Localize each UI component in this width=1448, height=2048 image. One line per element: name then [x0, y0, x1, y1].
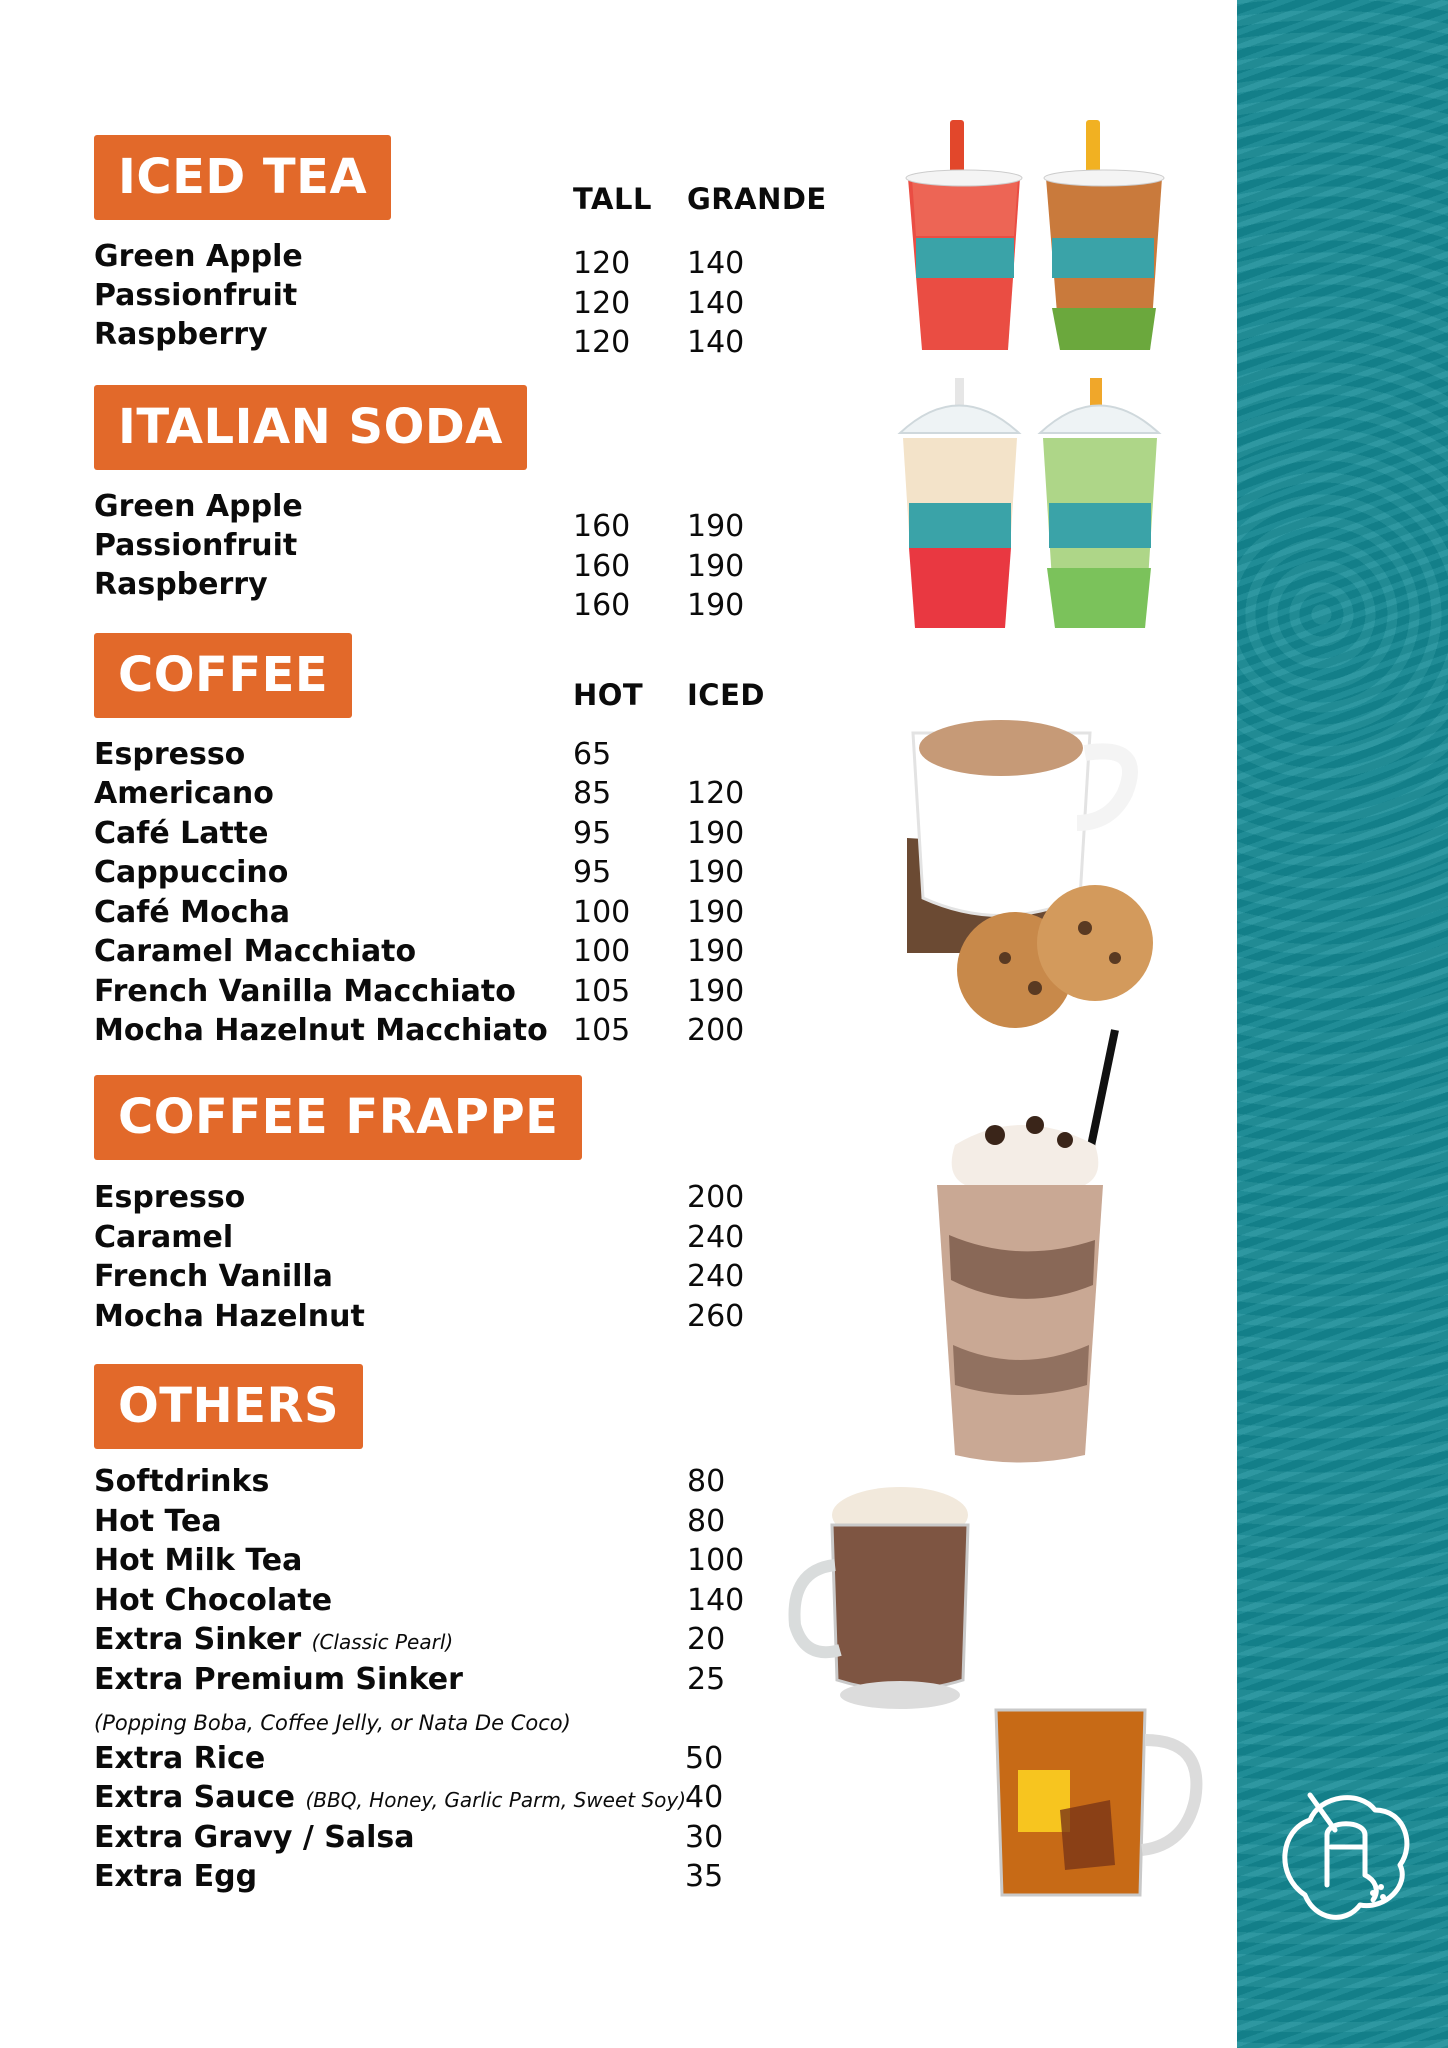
item-name: Espresso — [94, 737, 246, 772]
item-name: Caramel Macchiato — [94, 934, 417, 969]
italian-soda-cups-image — [895, 378, 1175, 633]
item-name: Extra Gravy / Salsa — [94, 1820, 415, 1855]
price-tall: 160 — [573, 509, 631, 544]
price-grande: 190 — [687, 509, 745, 544]
price: 25 — [687, 1662, 726, 1697]
item-name: Raspberry — [94, 567, 268, 602]
item-name: Passionfruit — [94, 278, 298, 313]
item-name: Extra Sinker — [94, 1622, 302, 1657]
item-name: Softdrinks — [94, 1464, 270, 1499]
price-iced: 190 — [687, 855, 745, 890]
column-header-grande: GRANDE — [687, 182, 827, 216]
item-name: Hot Milk Tea — [94, 1543, 303, 1578]
item-name: Espresso — [94, 1180, 246, 1215]
menu-row — [94, 774, 794, 814]
price-grande: 140 — [687, 325, 745, 360]
item-name: Passionfruit — [94, 528, 298, 563]
price-hot: 95 — [573, 855, 612, 890]
price-iced: 200 — [687, 1013, 745, 1048]
price: 30 — [685, 1820, 724, 1855]
menu-row — [94, 1297, 794, 1337]
price-iced: 190 — [687, 895, 745, 930]
item-name: Café Latte — [94, 816, 269, 851]
price-tall: 120 — [573, 286, 631, 321]
price-hot: 105 — [573, 1013, 631, 1048]
price: 20 — [687, 1622, 726, 1657]
menu-row — [94, 1818, 794, 1858]
price-hot: 85 — [573, 776, 612, 811]
price-grande: 190 — [687, 588, 745, 623]
item-name: Extra Egg — [94, 1859, 258, 1894]
item-name-with-note — [94, 1778, 686, 1820]
item-name: Cappuccino — [94, 855, 289, 890]
item-name: Hot Chocolate — [94, 1583, 333, 1618]
item-name: Extra Premium Sinker — [94, 1662, 463, 1697]
price: 260 — [687, 1299, 745, 1334]
menu-row — [94, 1660, 794, 1700]
section-title-others: OTHERS — [94, 1364, 363, 1449]
price: 80 — [687, 1464, 726, 1499]
price-tall: 160 — [573, 588, 631, 623]
price: 50 — [685, 1741, 724, 1776]
item-name: Caramel — [94, 1220, 234, 1255]
price: 140 — [687, 1583, 745, 1618]
price-row — [94, 507, 794, 547]
price: 35 — [685, 1859, 724, 1894]
menu-row — [94, 1462, 794, 1502]
item-name: Raspberry — [94, 317, 268, 352]
menu-row — [94, 1581, 794, 1621]
section-title-coffee: COFFEE — [94, 633, 352, 718]
price-hot: 105 — [573, 974, 631, 1009]
coffee-frappe-image — [925, 1025, 1130, 1465]
menu-row — [94, 735, 794, 775]
iced-tea-cups-image — [900, 118, 1175, 358]
item-name: Extra Rice — [94, 1741, 266, 1776]
price-grande: 140 — [687, 286, 745, 321]
price-tall: 120 — [573, 246, 631, 281]
menu-row — [94, 1178, 794, 1218]
item-name: Café Mocha — [94, 895, 290, 930]
section-title-coffee-frappe: COFFEE FRAPPE — [94, 1075, 582, 1160]
item-name-with-note — [94, 1620, 453, 1662]
side-panel — [1237, 0, 1448, 2048]
premium-sinker-note: (Popping Boba, Coffee Jelly, or Nata De Coco) — [94, 1711, 571, 1735]
column-header-iced: ICED — [687, 678, 765, 712]
coffee-cup-image — [905, 708, 1170, 1033]
menu-row — [94, 972, 794, 1012]
price-iced: 190 — [687, 974, 745, 1009]
menu-row — [94, 1739, 794, 1779]
price-iced: 190 — [687, 934, 745, 969]
item-name: Americano — [94, 776, 274, 811]
item-name: Hot Tea — [94, 1504, 222, 1539]
price-row — [94, 586, 794, 626]
price: 240 — [687, 1259, 745, 1294]
price-row — [94, 323, 794, 363]
column-header-tall: TALL — [573, 182, 652, 216]
price-hot: 65 — [573, 737, 612, 772]
item-name: Mocha Hazelnut — [94, 1299, 365, 1334]
item-name: Green Apple — [94, 489, 303, 524]
menu-row — [94, 814, 794, 854]
menu-row — [94, 893, 794, 933]
price-tall: 120 — [573, 325, 631, 360]
item-name: French Vanilla Macchiato — [94, 974, 516, 1009]
brand-logo-icon — [1265, 1775, 1425, 1935]
price: 200 — [687, 1180, 745, 1215]
item-name: Extra Sauce — [94, 1780, 296, 1815]
price-hot: 100 — [573, 895, 631, 930]
price-row — [94, 547, 794, 587]
price-row — [94, 284, 794, 324]
price: 100 — [687, 1543, 745, 1578]
hot-chocolate-image — [785, 1475, 1000, 1715]
price: 40 — [685, 1780, 724, 1815]
price-tall: 160 — [573, 549, 631, 584]
menu-row — [94, 1257, 794, 1297]
menu-row — [94, 1502, 794, 1542]
column-header-hot: HOT — [573, 678, 644, 712]
item-note: (BBQ, Honey, Garlic Parm, Sweet Soy) — [305, 1788, 687, 1812]
section-title-iced-tea: ICED TEA — [94, 135, 391, 220]
menu-row — [94, 1011, 794, 1051]
menu-row — [94, 1778, 794, 1818]
price-hot: 95 — [573, 816, 612, 851]
menu-row — [94, 853, 794, 893]
hot-tea-image — [990, 1700, 1210, 1905]
price: 240 — [687, 1220, 745, 1255]
item-name: Green Apple — [94, 239, 303, 274]
price: 80 — [687, 1504, 726, 1539]
section-title-italian-soda: ITALIAN SODA — [94, 385, 527, 470]
price-iced: 190 — [687, 816, 745, 851]
price-grande: 140 — [687, 246, 745, 281]
menu-row — [94, 1620, 794, 1660]
menu-row — [94, 932, 794, 972]
item-note: (Classic Pearl) — [311, 1630, 454, 1654]
price-iced: 120 — [687, 776, 745, 811]
menu-row — [94, 1857, 794, 1897]
menu-row — [94, 1541, 794, 1581]
price-grande: 190 — [687, 549, 745, 584]
price-hot: 100 — [573, 934, 631, 969]
item-name: French Vanilla — [94, 1259, 333, 1294]
item-name: Mocha Hazelnut Macchiato — [94, 1013, 548, 1048]
price-row — [94, 244, 794, 284]
menu-row — [94, 1218, 794, 1258]
